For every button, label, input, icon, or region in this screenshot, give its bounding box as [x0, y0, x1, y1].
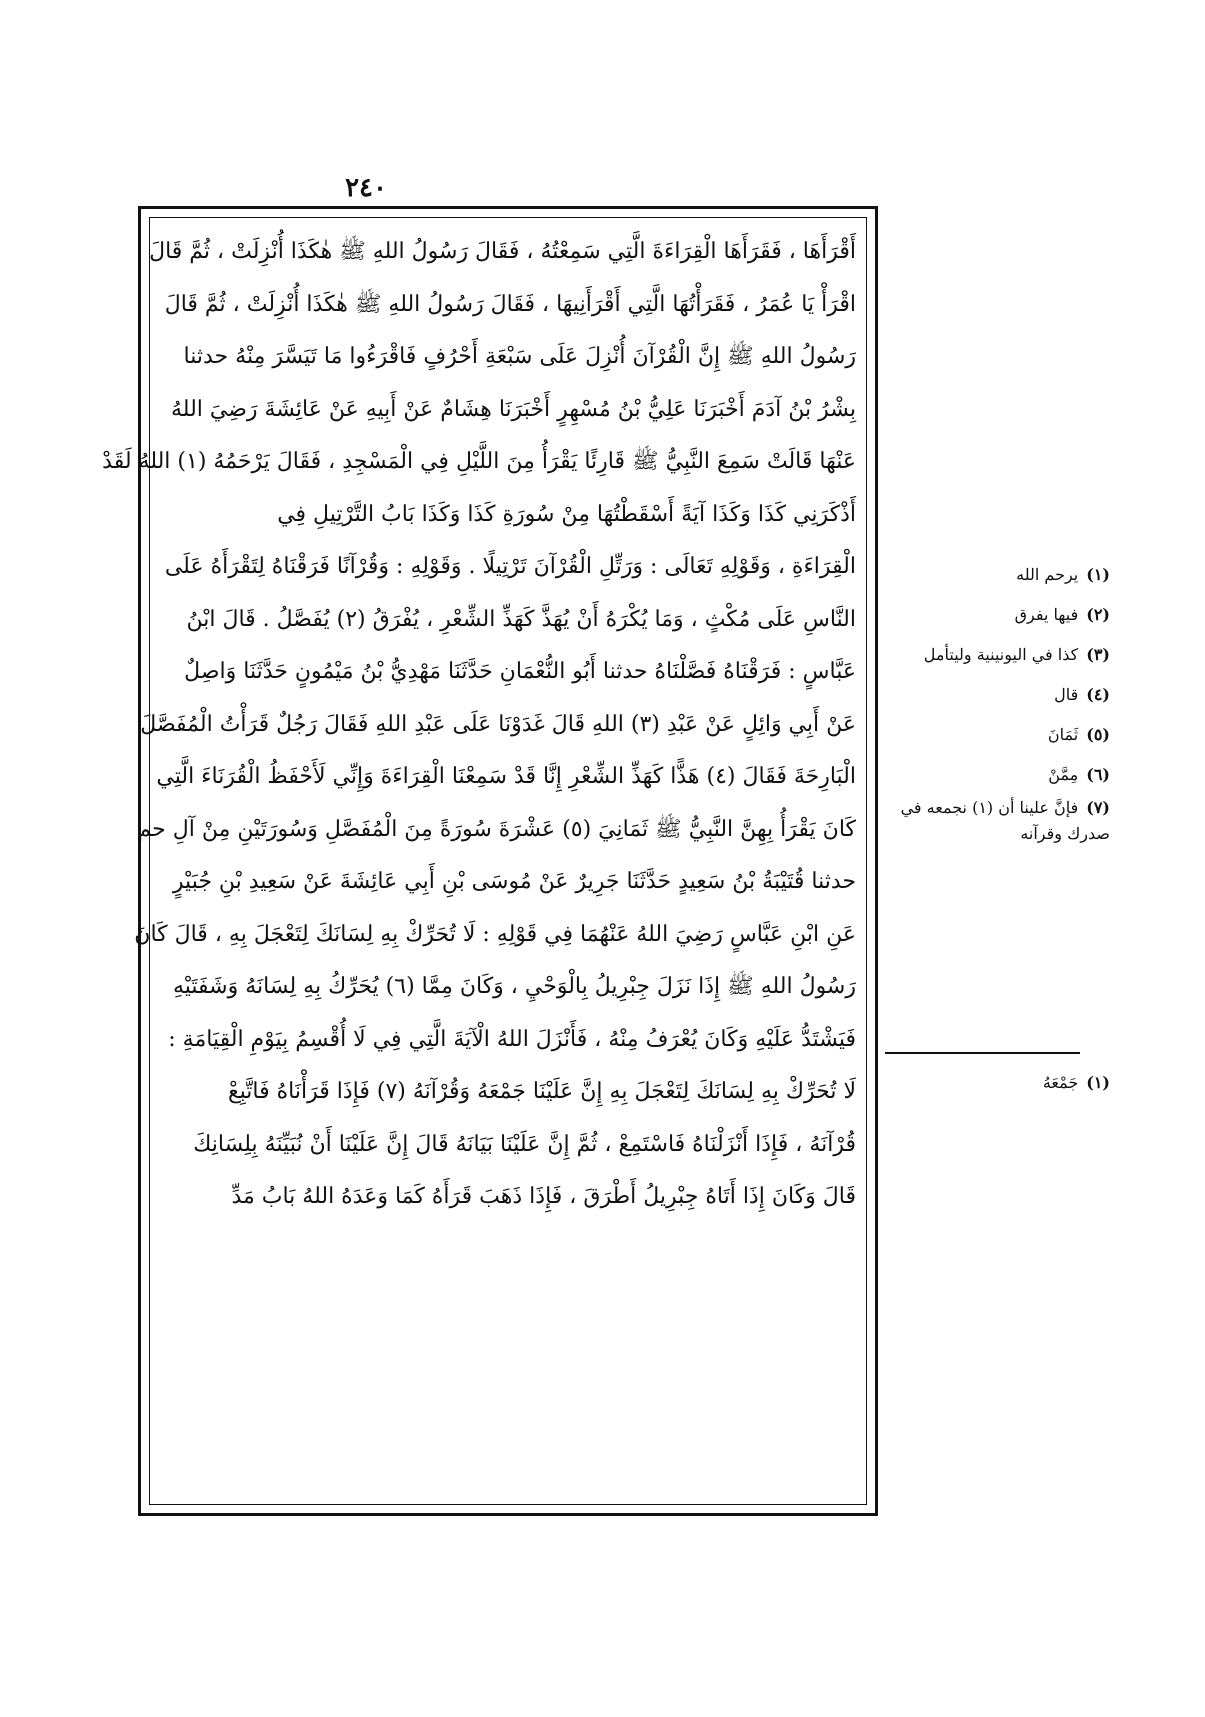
- text-line: قَالَ وَكَانَ إِذَا أَتَاهُ جِبْرِيلُ أَطْرَقَ ، فَإِذَا ذَهَبَ قَرَأَهُ كَمَا وَعَدَهُ اللهُ بَابُ مَدِّ: [231, 1184, 856, 1209]
- text-line: النَّاسِ عَلَى مُكْثٍ ، وَمَا يُكْرَهُ أَنْ يُهَذَّ كَهَذِّ الشِّعْرِ ، يُفْرَقُ (٢) يُفَصَّلُ . قَالَ ابْنُ: [186, 606, 856, 632]
- text-line: لَا تُحَرِّكْ بِهِ لِسَانَكَ لِتَعْجَلَ بِهِ إِنَّ عَلَيْنَا جَمْعَهُ وَقُرْآنَهُ (٧) فَإِذَا قَرَأْنَاهُ فَاتَّبِعْ: [227, 1079, 856, 1104]
- note-number: (١): [1086, 565, 1110, 584]
- note-text: ثَمَانَ: [1047, 725, 1079, 744]
- margin-note: [890, 635, 1110, 675]
- note-number: (٤): [1086, 685, 1110, 704]
- main-text-block: [102, 226, 860, 1224]
- text-line: فَيَشْتَدُّ عَلَيْهِ وَكَانَ يُعْرَفُ مِنْهُ ، فَأَنْزَلَ اللهُ الْآيَةَ الَّتِي فِي لَا أُقْسِمُ بِيَوْمِ الْقِيَامَةِ :: [168, 1026, 856, 1052]
- note-text: كذا في اليونينية وليتأمل: [923, 645, 1079, 664]
- note-number: (٢): [1086, 605, 1110, 624]
- margin-notes-secondary: [890, 1063, 1110, 1103]
- margin-note: [890, 595, 1110, 635]
- page-number: ٢٤٠: [345, 173, 387, 203]
- text-line: حدثنا قُتَيْبَةُ بْنُ سَعِيدٍ حَدَّثَنَا جَرِيرٌ عَنْ مُوسَى بْنِ أَبِي عَائِشَةَ عَنْ سَعِيدِ بْنِ جُبَيْرٍ: [172, 869, 856, 894]
- note-number: (٧): [1086, 798, 1110, 817]
- note-text: مِمَّنْ: [1048, 765, 1079, 784]
- margin-note: [890, 795, 1110, 847]
- text-line: قُرْآنَهُ ، فَإِذَا أَنْزَلْنَاهُ فَاسْتَمِعْ ، ثُمَّ إِنَّ عَلَيْنَا بَيَانَهُ قَالَ إِنَّ عَلَيْنَا أَنْ نُبَيِّنَهُ بِلِسَانِكَ: [193, 1131, 856, 1157]
- margin-note: [890, 715, 1110, 755]
- note-text: فإنَّ علينا أن (١) نجمعه في صدرك وقرآنه: [900, 798, 1110, 843]
- note-number: (٥): [1086, 725, 1110, 744]
- margin-note: [890, 555, 1110, 595]
- text-line: عَنِ ابْنِ عَبَّاسٍ رَضِيَ اللهُ عَنْهُمَا فِي قَوْلِهِ : لَا تُحَرِّكْ بِهِ لِسَانَكَ لِتَعْجَلَ بِهِ ، قَالَ كَانَ: [134, 921, 856, 947]
- note-number: (١): [1086, 1073, 1110, 1092]
- note-number: (٣): [1086, 645, 1110, 664]
- text-line: بِشْرُ بْنُ آدَمَ أَخْبَرَنَا عَلِيُّ بْنُ مُسْهِرٍ أَخْبَرَنَا هِشَامٌ عَنْ أَبِيهِ عَنْ عَائِشَةَ رَضِيَ اللهُ: [170, 396, 856, 422]
- text-line: عَنْهَا قَالَتْ سَمِعَ النَّبِيُّ ﷺ قَارِئًا يَقْرَأُ مِنَ اللَّيْلِ فِي الْمَسْجِدِ ، فَقَالَ يَرْحَمُهُ (١) اللهُ لَقَدْ: [102, 449, 856, 474]
- text-line: الْبَارِحَةَ فَقَالَ (٤) هَذًّا كَهَذِّ الشِّعْرِ إِنَّا قَدْ سَمِعْنَا الْقِرَاءَةَ وَإِنِّي لَأَحْفَظُ الْقُرَنَاءَ الَّتِي: [156, 764, 856, 789]
- note-text: جَمْعَهُ: [1042, 1073, 1079, 1092]
- margin-note: [890, 755, 1110, 795]
- note-text: قال: [1054, 685, 1079, 704]
- text-line: الْقِرَاءَةِ ، وَقَوْلِهِ تَعَالَى : وَرَتِّلِ الْقُرْآنَ تَرْتِيلًا . وَقَوْلِهِ : وَقُرْآنًا فَرَقْنَاهُ لِتَقْرَأَهُ عَلَى: [164, 554, 856, 579]
- note-text: يرحم الله: [1016, 565, 1079, 584]
- text-line: أَذْكَرَنِي كَذَا وَكَذَا آيَةً أَسْقَطْتُهَا مِنْ سُورَةِ كَذَا وَكَذَا بَابُ التَّرْتِيلِ فِي: [277, 501, 856, 527]
- text-line: رَسُولُ اللهِ ﷺ إِنَّ الْقُرْآنَ أُنْزِلَ عَلَى سَبْعَةِ أَحْرُفٍ فَاقْرَءُوا مَا تَيَسَّرَ مِنْهُ حدثنا: [183, 344, 856, 369]
- text-line: اقْرَأْ يَا عُمَرُ ، فَقَرَأْتُهَا الَّتِي أَقْرَأَنِيهَا ، فَقَالَ رَسُولُ اللهِ ﷺ هٰكَذَا أُنْزِلَتْ ، ثُمَّ قَالَ: [164, 291, 856, 317]
- text-line: عَبَّاسٍ : فَرَقْنَاهُ فَصَّلْنَاهُ حدثنا أَبُو النُّعْمَانِ حَدَّثَنَا مَهْدِيُّ بْنُ مَيْمُونٍ حَدَّثَنَا وَاصِلٌ: [184, 659, 856, 684]
- note-number: (٦): [1086, 765, 1110, 784]
- text-line: رَسُولُ اللهِ ﷺ إِذَا نَزَلَ جِبْرِيلُ بِالْوَحْيِ ، وَكَانَ مِمَّا (٦) يُحَرِّكُ بِهِ لِسَانَهُ وَشَفَتَيْهِ: [172, 974, 856, 999]
- notes-divider: [885, 1052, 1080, 1054]
- text-line: عَنْ أَبِي وَائِلٍ عَنْ عَبْدِ (٣) اللهِ قَالَ غَدَوْنَا عَلَى عَبْدِ اللهِ فَقَالَ رَجُلٌ قَرَأْتُ الْمُفَصَّلَ: [140, 711, 856, 737]
- text-line: كَانَ يَقْرَأُ بِهِنَّ النَّبِيُّ ﷺ ثَمَانِيَ (٥) عَشْرَةَ سُورَةً مِنَ الْمُفَصَّلِ وَسُورَتَيْنِ مِنْ آلِ حم: [137, 816, 856, 842]
- text-line: أَقْرَأَهَا ، فَقَرَأَهَا الْقِرَاءَةَ الَّتِي سَمِعْتُهُ ، فَقَالَ رَسُولُ اللهِ ﷺ هٰكَذَا أُنْزِلَتْ ، ثُمَّ قَالَ: [149, 239, 856, 264]
- margin-notes: [890, 555, 1110, 847]
- margin-note: [890, 675, 1110, 715]
- note-text: فيها يفرق: [1014, 605, 1079, 624]
- margin-note: [890, 1063, 1110, 1103]
